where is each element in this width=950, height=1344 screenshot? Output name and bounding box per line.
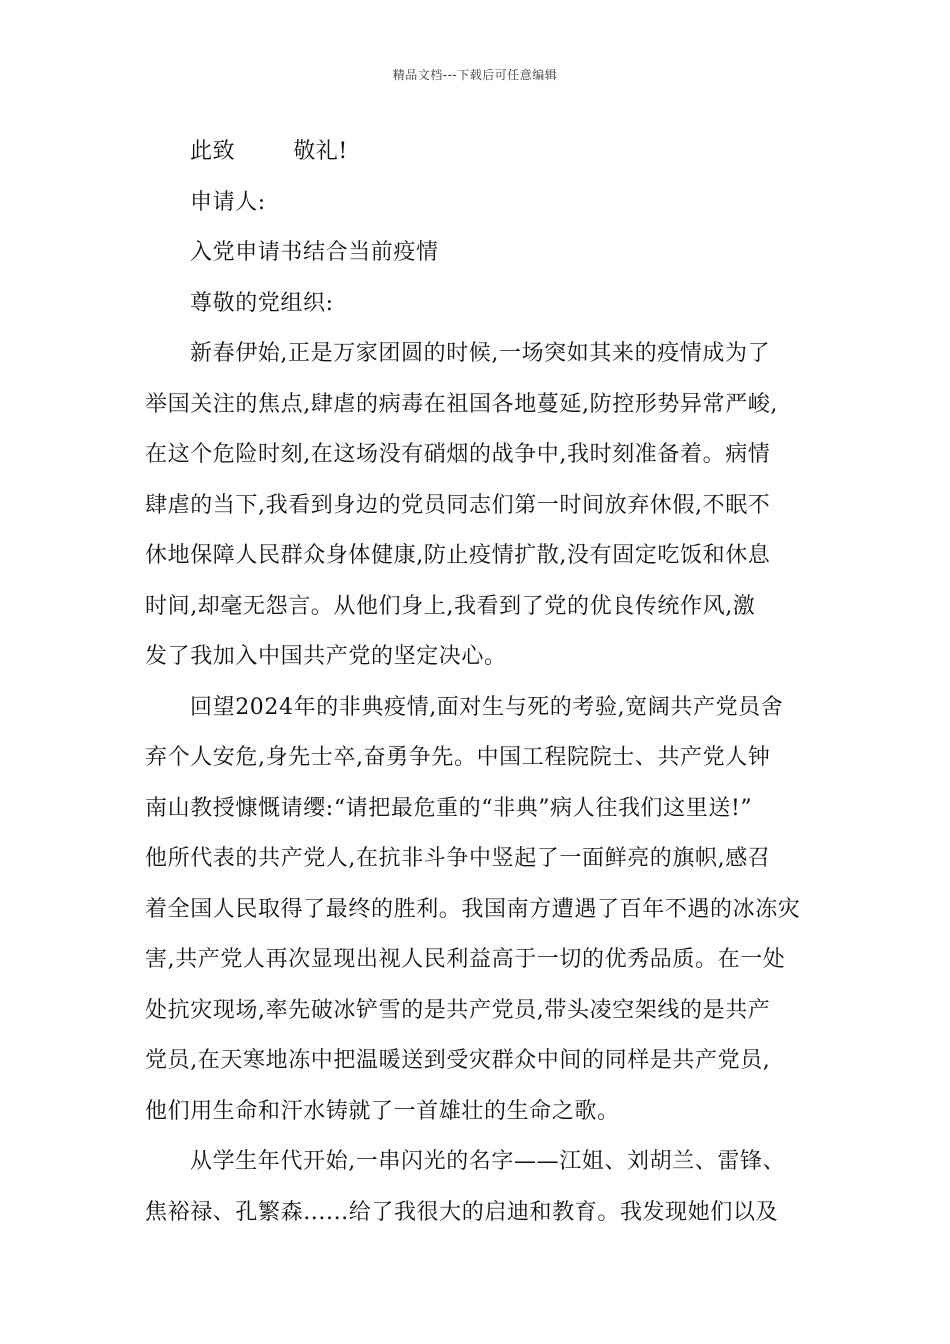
paragraph-line: 党员,在天寒地冻中把温暖送到受灾群众中间的同样是共产党员, <box>145 1048 771 1073</box>
paragraph-line: 弃个人安危,身先士卒,奋勇争先。中国工程院院士、共产党人钟 <box>145 745 771 770</box>
paragraph <box>145 1137 813 1238</box>
paragraph-line: 休地保障人民群众身体健康,防止疫情扩散,没有固定吃饭和休息 <box>145 543 771 568</box>
paragraph-line: 他们用生命和汗水铸就了一首雄壮的生命之歌。 <box>145 1098 620 1124</box>
paragraph-line: 举国关注的焦点,肆虐的病毒在祖国各地蔓延,防控形势异常严峻, <box>145 391 778 417</box>
paragraph <box>145 683 813 1138</box>
paragraph <box>145 329 813 683</box>
paragraph-line: 发了我加入中国共产党的坚定决心。 <box>145 644 507 669</box>
paragraph-line: 时间,却毫无怨言。从他们身上,我看到了党的优良传统作风,激 <box>145 593 756 619</box>
paragraph-line: 着全国人民取得了最终的胜利。我国南方遭遇了百年不遇的冰冻灾 <box>145 896 801 922</box>
paragraph-line: 在这个危险时刻,在这场没有硝烟的战争中,我时刻准备着。病情 <box>145 442 771 467</box>
paragraph-line: 回望2024年的非典疫情,面对生与死的考验,宽阔共产党员舍 <box>190 694 784 720</box>
paragraph-line: 他所代表的共产党人,在抗非斗争中竖起了一面鲜亮的旗帜,感召 <box>145 846 771 871</box>
paragraph-line: 新春伊始,正是万家团圆的时候,一场突如其来的疫情成为了 <box>190 341 771 366</box>
paragraph-line: 南山教授慷慨请缨:“请把最危重的“非典”病人往我们这里送!” <box>145 795 753 821</box>
closing-line <box>145 127 813 178</box>
greeting: 尊敬的党组织: <box>190 290 334 316</box>
paragraph-line: 肆虐的当下,我看到身边的党员同志们第一时间放弃休假,不眠不 <box>145 492 771 518</box>
paragraph-line: 焦裕禄、孔繁森......给了我很大的启迪和教育。我发现她们以及 <box>145 1199 779 1225</box>
paragraph-line: 处抗灾现场,率先破冰铲雪的是共产党员,带头凌空架线的是共产 <box>145 997 771 1023</box>
page-header: 精品文档---下载后可任意编辑 <box>392 68 558 82</box>
closing-salutation: 此致 <box>190 139 236 164</box>
paragraph-line: 从学生年代开始,一串闪光的名字——江姐、刘胡兰、雷锋、 <box>190 1149 786 1174</box>
paragraph-line: 害,共产党人再次显现出视人民利益高于一切的优秀品质。在一处 <box>145 947 786 972</box>
applicant-label: 申请人: <box>190 189 266 215</box>
document-title: 入党申请书结合当前疫情 <box>190 240 439 265</box>
document-body <box>145 127 813 1238</box>
closing-respect: 敬礼! <box>293 139 348 164</box>
